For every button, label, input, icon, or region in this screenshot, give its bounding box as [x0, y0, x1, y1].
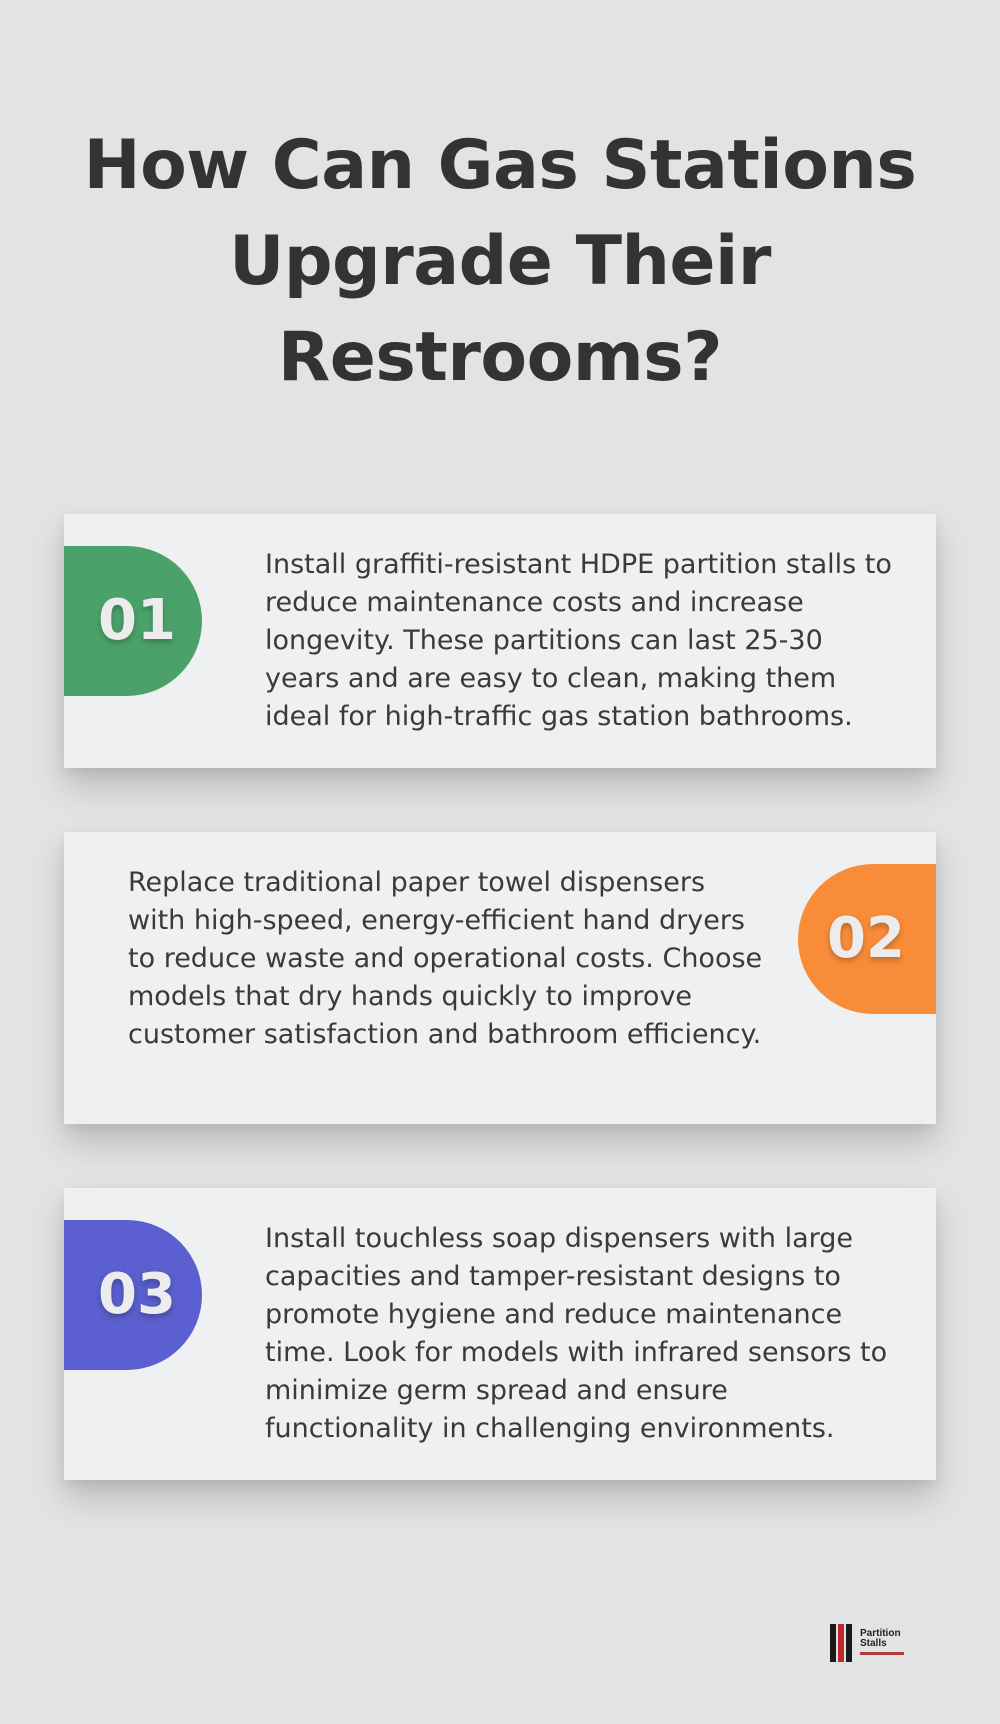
step-card-1: [64, 514, 936, 768]
title-line-1: How Can Gas Stations: [83, 126, 917, 205]
logo-name-line-1: Partition: [860, 1628, 901, 1639]
step-card-3: [64, 1188, 936, 1480]
step-number-3: 03: [98, 1262, 176, 1327]
step-number-1: 01: [98, 588, 176, 653]
step-text-2: Replace traditional paper towel dispensers with high-speed, energy-efficient hand dryers to reduce waste and operational costs. Choose models that dry hands quickly to improve customer satisfaction and bathroom efficiency.: [128, 867, 763, 1050]
step-number-badge-3: [64, 1220, 202, 1370]
logo-bars-icon: [830, 1624, 858, 1664]
logo-text: [860, 1629, 901, 1649]
step-text-3: Install touchless soap dispensers with large capacities and tamper-resistant designs to promote hygiene and reduce maintenance time. Look for models with infrared sensors to minimize germ spread and ensure functionality in challenging environments.: [265, 1223, 888, 1444]
logo-name-line-2: Stalls: [860, 1638, 887, 1649]
step-number-badge-2: [798, 864, 936, 1014]
title-line-3: Restrooms?: [277, 318, 723, 397]
step-card-2: [64, 832, 936, 1124]
step-number-badge-1: [64, 546, 202, 696]
step-text-1: Install graffiti-resistant HDPE partition stalls to reduce maintenance costs and increase longevity. These partitions can last 25-30 years and are easy to clean, making them ideal for high-traffic gas station bathrooms.: [265, 549, 892, 732]
partition-stalls-logo: [828, 1624, 908, 1664]
logo-underline: [860, 1652, 904, 1655]
title-line-2: Upgrade Their: [229, 222, 771, 301]
step-number-2: 02: [827, 906, 905, 971]
page-title: [60, 118, 940, 406]
